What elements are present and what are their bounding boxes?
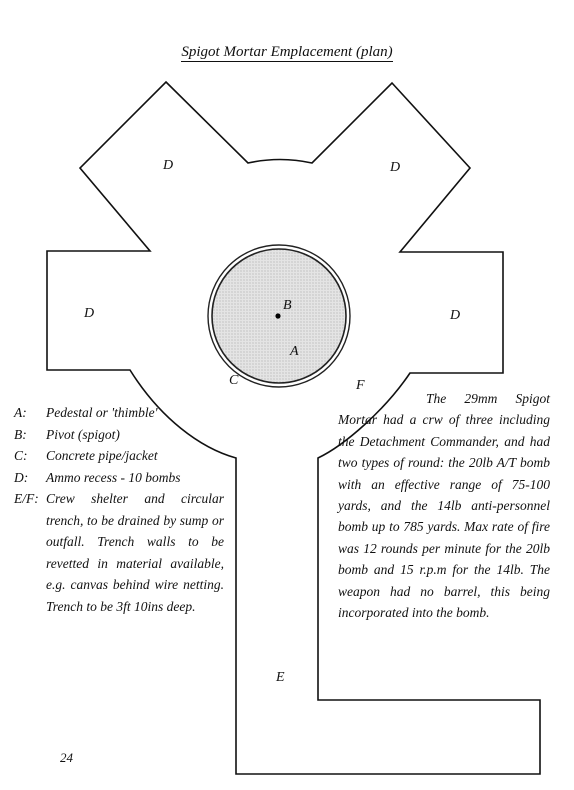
label-d-top-left: D bbox=[163, 158, 174, 173]
legend-item: C: Concrete pipe/jacket bbox=[14, 448, 158, 463]
legend-item: D: Ammo recess - 10 bombs bbox=[14, 469, 181, 485]
spigot-mortar-note: The 29mm Spigot Mortar had a crw of three including the Detachment Commander, and had two types of round: the 20lb A/T bomb with an effective range of 75-100 yards, and the 14lb anti-personnel bomb up to 785 yards. Max rate of fire was 12 rounds per minute for the 20lb bomb and 15 r.p.m for the 14lb. The weapon had no barrel, this being incorporated into the bomb. bbox=[338, 391, 550, 621]
page-title: Spigot Mortar Emplacement (plan) bbox=[181, 44, 393, 60]
legend bbox=[14, 402, 224, 617]
label-d-left: D bbox=[84, 306, 95, 321]
label-d-top-right: D bbox=[390, 160, 401, 175]
legend-item: B: Pivot (spigot) bbox=[14, 426, 120, 442]
label-d-right: D bbox=[450, 308, 461, 323]
label-b: B bbox=[283, 298, 292, 313]
label-c: C bbox=[229, 373, 239, 388]
label-a: A bbox=[290, 344, 299, 359]
spigot-pivot-point bbox=[275, 313, 280, 318]
legend-item: E/F: Crew shelter and circular trench, to be drained by sump or outfall. Trench walls to be revetted in material available, e.g. canvas behind wire netting. Trench to be 3ft 10ins deep. bbox=[14, 491, 224, 614]
label-e: E bbox=[276, 670, 285, 685]
label-f: F bbox=[356, 378, 365, 393]
legend-item: A: Pedestal or 'thimble' bbox=[14, 405, 158, 420]
page-number: 24 bbox=[60, 750, 73, 765]
